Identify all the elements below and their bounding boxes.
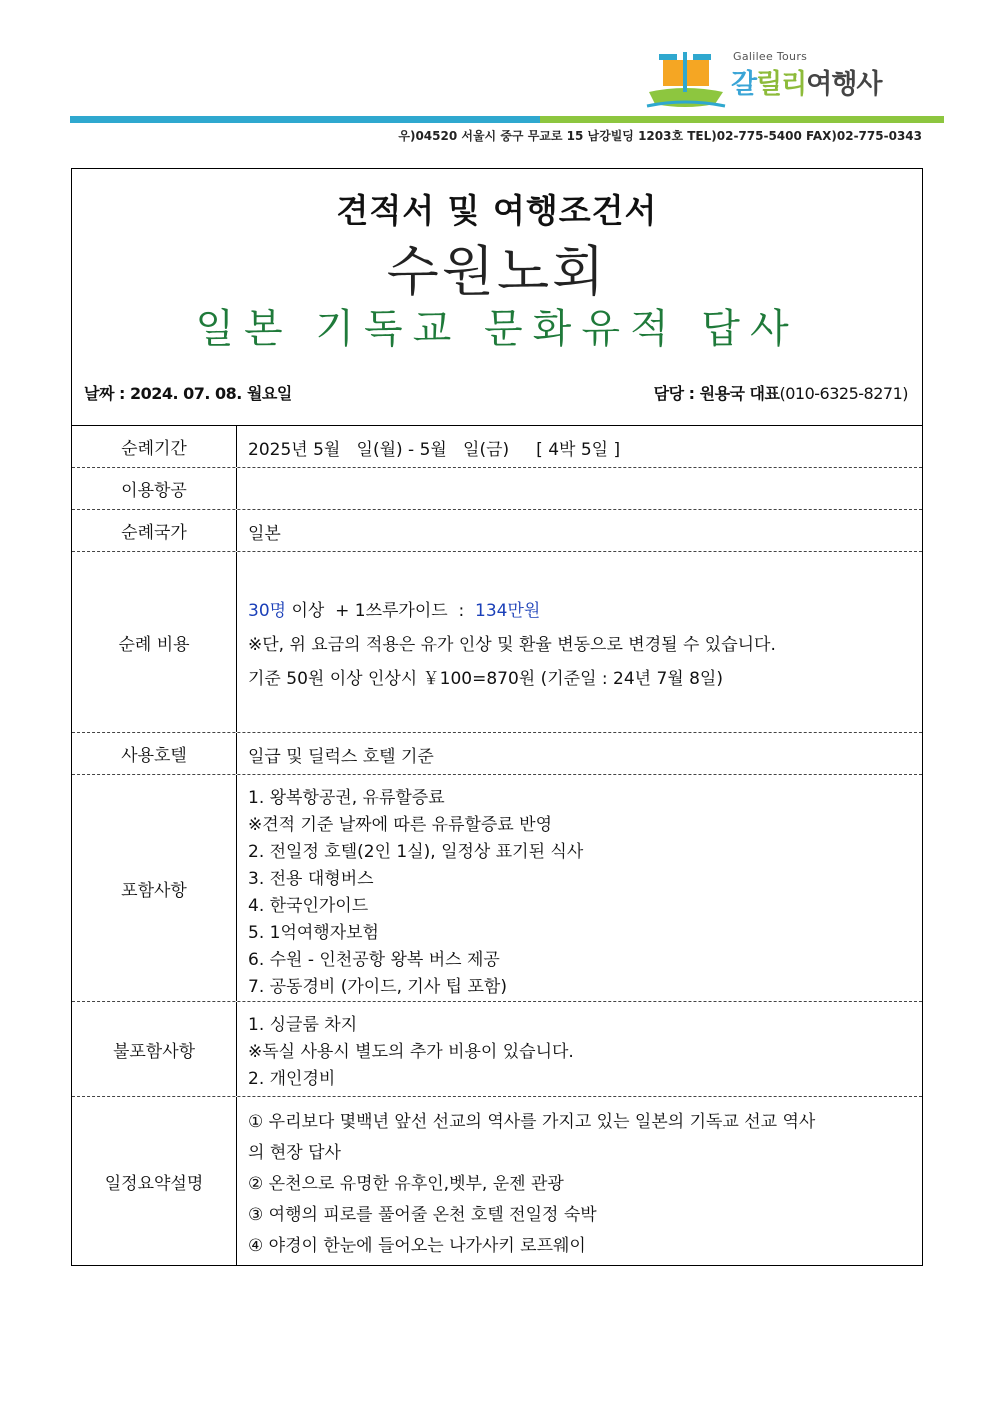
header-band-blue xyxy=(70,116,540,123)
quote-date: 날짜 : 2024. 07. 08. 월요일 xyxy=(84,384,292,403)
row-label: 이용항공 xyxy=(72,468,237,509)
list-item: 의 현장 답사 xyxy=(248,1143,341,1163)
list-item: 4. 한국인가이드 xyxy=(248,896,369,916)
row-label: 순례국가 xyxy=(72,510,237,551)
list-item: ④ 야경이 한눈에 들어오는 나가사키 로프웨이 xyxy=(248,1236,586,1256)
list-item: 3. 전용 대형버스 xyxy=(248,869,374,889)
list-item: 7. 공동경비 (가이드, 기사 팁 포함) xyxy=(248,977,507,997)
logo-english-name: Galilee Tours xyxy=(733,50,808,63)
group-name: 수원노회 xyxy=(386,240,608,303)
list-item: 1. 싱글룸 차지 xyxy=(248,1015,358,1035)
trip-name: 일본 기독교 문화유적 답사 xyxy=(195,306,799,352)
document-title: 견적서 및 여행조건서 xyxy=(336,191,658,230)
row-value xyxy=(248,552,914,732)
row-value xyxy=(248,468,914,509)
title-block xyxy=(72,169,922,425)
row-label: 순례 비용 xyxy=(72,552,237,732)
list-item: 1. 왕복항공권, 유류할증료 xyxy=(248,788,445,808)
logo-korean-name: 갈릴리여행사 xyxy=(731,69,882,100)
cost-exchange-note: 기준 50원 이상 인상시 ￥100=870원 (기준일 : 24년 7월 8일) xyxy=(248,669,723,689)
row-label: 사용호텔 xyxy=(72,733,237,774)
ship-logo-icon xyxy=(645,48,727,112)
row-summary xyxy=(72,1096,922,1265)
list-item: ① 우리보다 몇백년 앞선 선교의 역사를 가지고 있는 일본의 기독교 선교 역사 xyxy=(248,1112,816,1132)
row-country xyxy=(72,509,922,551)
row-value: 일급 및 딜럭스 호텔 기준 xyxy=(248,747,434,767)
header-band-green xyxy=(540,116,944,123)
list-item: 2. 개인경비 xyxy=(248,1069,336,1089)
cost-note: ※단, 위 요금의 적용은 유가 인상 및 환율 변동으로 변경될 수 있습니다. xyxy=(248,635,776,655)
row-value: 2025년 5월 일(월) - 5월 일(금) [ 4박 5일 ] xyxy=(248,440,621,460)
row-label: 일정요약설명 xyxy=(72,1097,237,1265)
manager-info: 담당 : 원용국 대표(010-6325-8271) xyxy=(653,384,908,403)
row-label: 포함사항 xyxy=(72,775,237,1001)
row-airline xyxy=(72,467,922,509)
row-included xyxy=(72,774,922,1001)
list-item: ③ 여행의 피로를 풀어줄 온천 호텔 전일정 숙박 xyxy=(248,1205,597,1225)
row-value: 일본 xyxy=(248,524,281,544)
list-item: 6. 수원 - 인천공항 왕복 버스 제공 xyxy=(248,950,500,970)
company-logo xyxy=(645,48,925,112)
row-value xyxy=(248,1002,914,1096)
row-label: 불포함사항 xyxy=(72,1002,237,1096)
list-item: 5. 1억여행자보험 xyxy=(248,923,379,943)
list-item: ※견적 기준 날짜에 따른 유류할증료 반영 xyxy=(248,815,553,835)
row-cost xyxy=(72,551,922,732)
row-value xyxy=(248,775,914,1001)
company-address: 우)04520 서울시 중구 무교로 15 남강빌딩 1203호 TEL)02-775-5400 FAX)02-775-0343 xyxy=(398,129,922,143)
quotation-frame xyxy=(71,168,923,1266)
list-item: ※독실 사용시 별도의 추가 비용이 있습니다. xyxy=(248,1042,574,1062)
row-excluded xyxy=(72,1001,922,1096)
list-item: 2. 전일정 호텔(2인 1실), 일정상 표기된 식사 xyxy=(248,842,584,862)
row-period xyxy=(72,425,922,467)
row-value xyxy=(248,1097,914,1265)
row-label: 순례기간 xyxy=(72,426,237,467)
list-item: ② 온천으로 유명한 유후인,벳부, 운젠 관광 xyxy=(248,1174,564,1194)
row-hotel xyxy=(72,732,922,774)
cost-price-line: 30명 이상 + 1쓰루가이드 : 134만원 xyxy=(248,601,541,621)
